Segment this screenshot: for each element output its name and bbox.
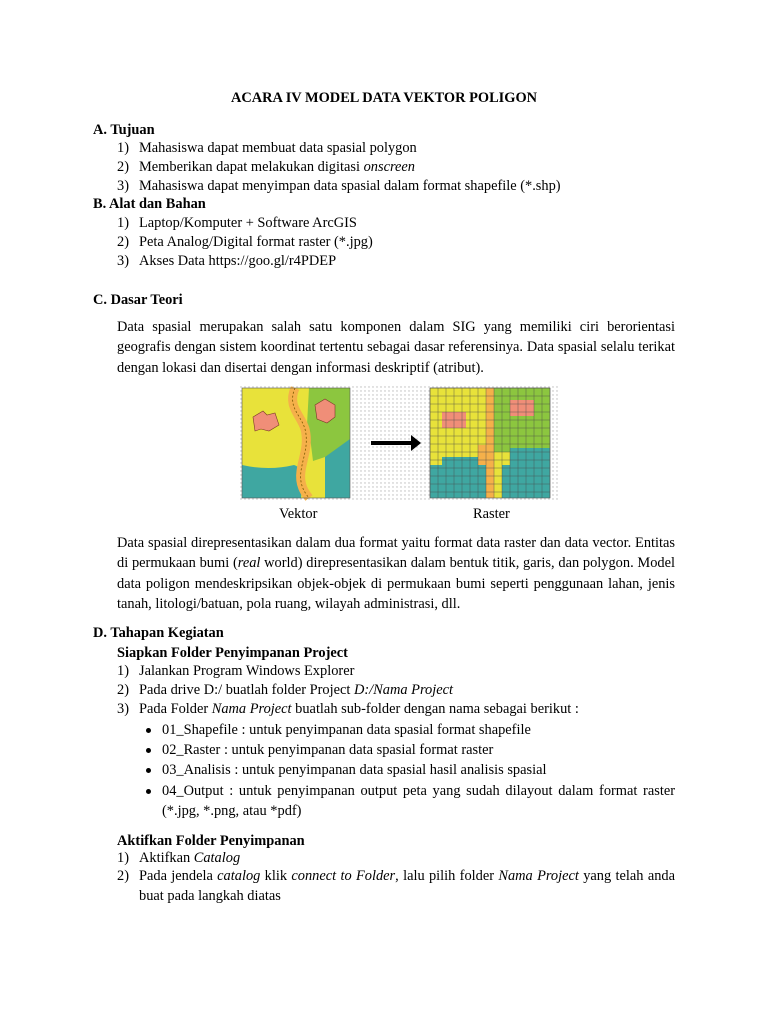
bullet-dot: [146, 789, 151, 794]
section-a-item-1-text: Mahasiswa dapat membuat data spasial polygon: [139, 140, 417, 156]
section-c-paragraph-1: Data spasial merupakan salah satu komponen dalam SIG yang memiliki ciri berorientasi geografis dengan sistem koordinat tertentu sebagai dasar referensinya. Data spasial selalu terikat dengan lokasi dan disertai dengan informasi deskriptif (atribut).: [117, 319, 675, 376]
section-d-sub2-step-1-text: Aktifkan Catalog: [139, 850, 241, 866]
section-d-step-2-text: Pada drive D:/ buatlah folder Project D:/Nama Project: [139, 682, 453, 698]
bullet-item-output: 04_Output : untuk penyimpanan output peta yang sudah dilayout dalam format raster (*.jpg, *.png, atau *pdf): [162, 783, 675, 820]
section-d-heading: D. Tahapan Kegiatan: [93, 625, 224, 641]
raster-map: [430, 388, 550, 498]
section-a-item-2-text: Memberikan dapat melakukan digitasi onscreen: [139, 159, 416, 175]
section-d-step-3-text: Pada Folder Nama Project buatlah sub-folder dengan nama sebagai berikut :: [139, 701, 579, 717]
section-a-item-2-num: 2): [117, 159, 129, 175]
bullet-dot: [146, 768, 151, 773]
figure-caption-vektor: Vektor: [279, 506, 318, 522]
section-b-item-2-text: Peta Analog/Digital format raster (*.jpg): [139, 234, 373, 250]
document-title: ACARA IV MODEL DATA VEKTOR POLIGON: [230, 90, 538, 106]
section-d-sub2-step-2-text: Pada jendela catalog klik connect to Folder, lalu pilih folder Nama Project yang telah anda buat pada langkah diatas: [139, 868, 675, 905]
vector-raster-figure: [239, 385, 558, 501]
bullet-item-raster: 02_Raster : untuk penyimpanan data spasial format raster: [162, 742, 494, 758]
section-a-item-3-text: Mahasiswa dapat menyimpan data spasial dalam format shapefile (*.shp): [139, 178, 561, 194]
section-a-item-3-num: 3): [117, 178, 129, 194]
section-d-step-3-num: 3): [117, 701, 129, 717]
section-a-heading: A. Tujuan: [93, 122, 155, 138]
bullet-dot: [146, 748, 151, 753]
section-d-step-2-num: 2): [117, 682, 129, 698]
section-b-heading: B. Alat dan Bahan: [93, 196, 206, 212]
section-d-subheading-1: Siapkan Folder Penyimpanan Project: [117, 645, 348, 661]
section-a-item-1-num: 1): [117, 140, 129, 156]
bullet-item-shapefile: 01_Shapefile : untuk penyimpanan data spasial format shapefile: [162, 722, 531, 738]
section-d-sub2-step-2-num: 2): [117, 868, 129, 884]
vector-map: [242, 388, 350, 498]
section-d-subheading-2: Aktifkan Folder Penyimpanan: [117, 833, 305, 849]
bullet-item-analisis: 03_Analisis : untuk penyimpanan data spasial hasil analisis spasial: [162, 762, 547, 778]
figure-caption-raster: Raster: [473, 506, 510, 522]
section-c-paragraph-2: Data spasial direpresentasikan dalam dua format yaitu format data raster dan data vector. Entitas di permukaan bumi (real world) direpresentasikan dalam bentuk titik, garis, dan polygon. Model data poligon mendeskripsikan objek-objek di permukaan bumi seperti penggunaan lahan, jenis tanah, litologi/batuan, pola ruang, wilayah administrasi, dll.: [117, 535, 675, 613]
section-d-step-1-text: Jalankan Program Windows Explorer: [139, 663, 355, 679]
section-b-item-2-num: 2): [117, 234, 129, 250]
bullet-dot: [146, 728, 151, 733]
section-d-step-1-num: 1): [117, 663, 129, 679]
section-b-item-1-text: Laptop/Komputer + Software ArcGIS: [139, 215, 357, 231]
section-b-item-3-num: 3): [117, 253, 129, 269]
section-c-heading: C. Dasar Teori: [93, 292, 183, 308]
section-b-item-1-num: 1): [117, 215, 129, 231]
section-d-sub2-step-1-num: 1): [117, 850, 129, 866]
section-b-item-3-text: Akses Data https://goo.gl/r4PDEP: [139, 253, 337, 269]
